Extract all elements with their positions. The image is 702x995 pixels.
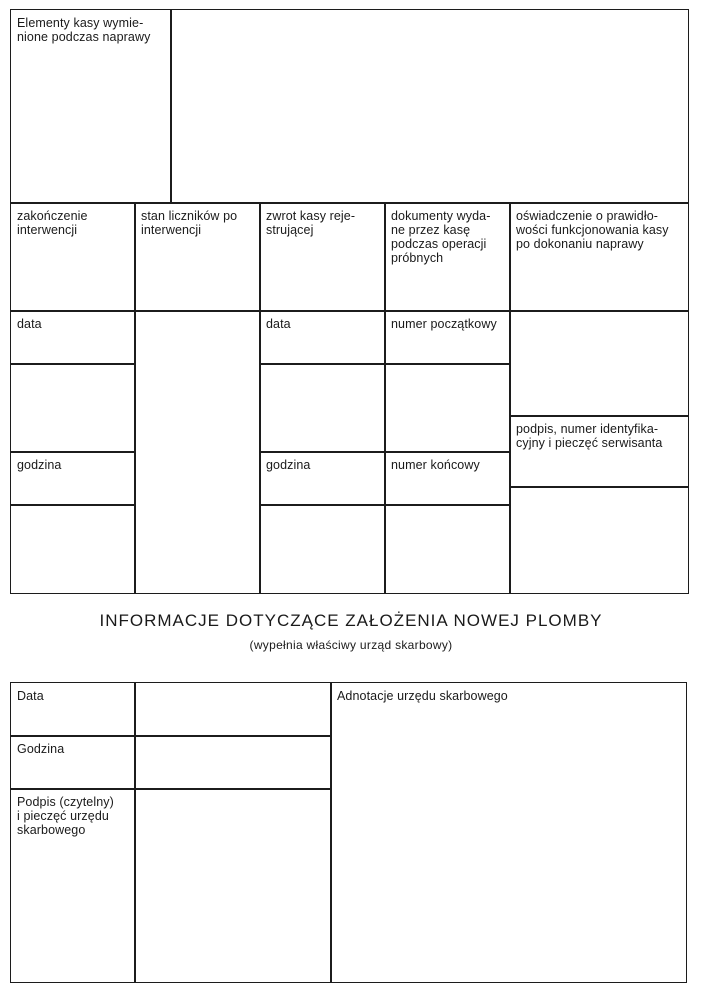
return-header — [259, 202, 386, 312]
return-hour-field[interactable] — [259, 504, 386, 594]
signature-label-cell — [509, 415, 689, 488]
start-number-label: numer początkowy — [391, 317, 497, 331]
statement-header — [509, 202, 689, 312]
end-number-label-cell — [384, 451, 511, 506]
tax-date-label-cell — [10, 682, 136, 737]
counters-field[interactable] — [134, 310, 261, 594]
return-date-field[interactable] — [259, 363, 386, 453]
tax-date-label: Data — [17, 689, 44, 703]
start-number-field[interactable] — [384, 363, 511, 453]
technician-signature-field[interactable] — [509, 486, 689, 594]
end-hour-field[interactable] — [10, 504, 136, 594]
statement-label: oświadczenie o prawidło- wości funkcjonowania kasy po dokonaniu naprawy — [516, 209, 669, 251]
return-hour-label-cell — [259, 451, 386, 506]
tax-signature-label: Podpis (czytelny) i pieczęć urzędu skarbowego — [17, 795, 114, 837]
replaced-elements-field[interactable] — [170, 9, 689, 204]
counters-label: stan liczników po interwencji — [141, 209, 238, 237]
return-date-label: data — [266, 317, 291, 331]
section-subtitle: (wypełnia właściwy urząd skarbowy) — [249, 638, 453, 652]
end-date-label-cell — [10, 310, 136, 365]
section-title: INFORMACJE DOTYCZĄCE ZAŁOŻENIA NOWEJ PLOMBY — [99, 611, 603, 630]
tax-date-field[interactable] — [134, 682, 332, 737]
documents-header — [384, 202, 511, 312]
replaced-elements-label: Elementy kasy wymie- nione podczas naprawy — [17, 16, 151, 44]
statement-field[interactable] — [509, 310, 689, 417]
end-date-label: data — [17, 317, 42, 331]
replaced-elements-label-cell — [10, 9, 172, 204]
tax-hour-label: Godzina — [17, 742, 65, 756]
end-number-label: numer końcowy — [391, 458, 480, 472]
end-intervention-label: zakończenie interwencji — [17, 209, 88, 237]
technician-signature-label: podpis, numer identyfika- cyjny i pieczęć serwisanta — [516, 422, 663, 450]
tax-signature-label-cell — [10, 788, 136, 983]
documents-label: dokumenty wyda- ne przez kasę podczas operacji próbnych — [391, 209, 491, 265]
end-date-field[interactable] — [10, 363, 136, 453]
end-hour-label: godzina — [17, 458, 62, 472]
end-intervention-header — [10, 202, 136, 312]
tax-notes-cell[interactable] — [330, 682, 687, 983]
end-number-field[interactable] — [384, 504, 511, 594]
start-number-label-cell — [384, 310, 511, 365]
return-date-label-cell — [259, 310, 386, 365]
return-label: zwrot kasy reje- strującej — [266, 209, 356, 237]
tax-hour-field[interactable] — [134, 735, 332, 790]
return-hour-label: godzina — [266, 458, 311, 472]
end-hour-label-cell — [10, 451, 136, 506]
tax-signature-field[interactable] — [134, 788, 332, 983]
tax-notes-label: Adnotacje urzędu skarbowego — [337, 689, 508, 703]
counters-header — [134, 202, 261, 312]
tax-hour-label-cell — [10, 735, 136, 790]
